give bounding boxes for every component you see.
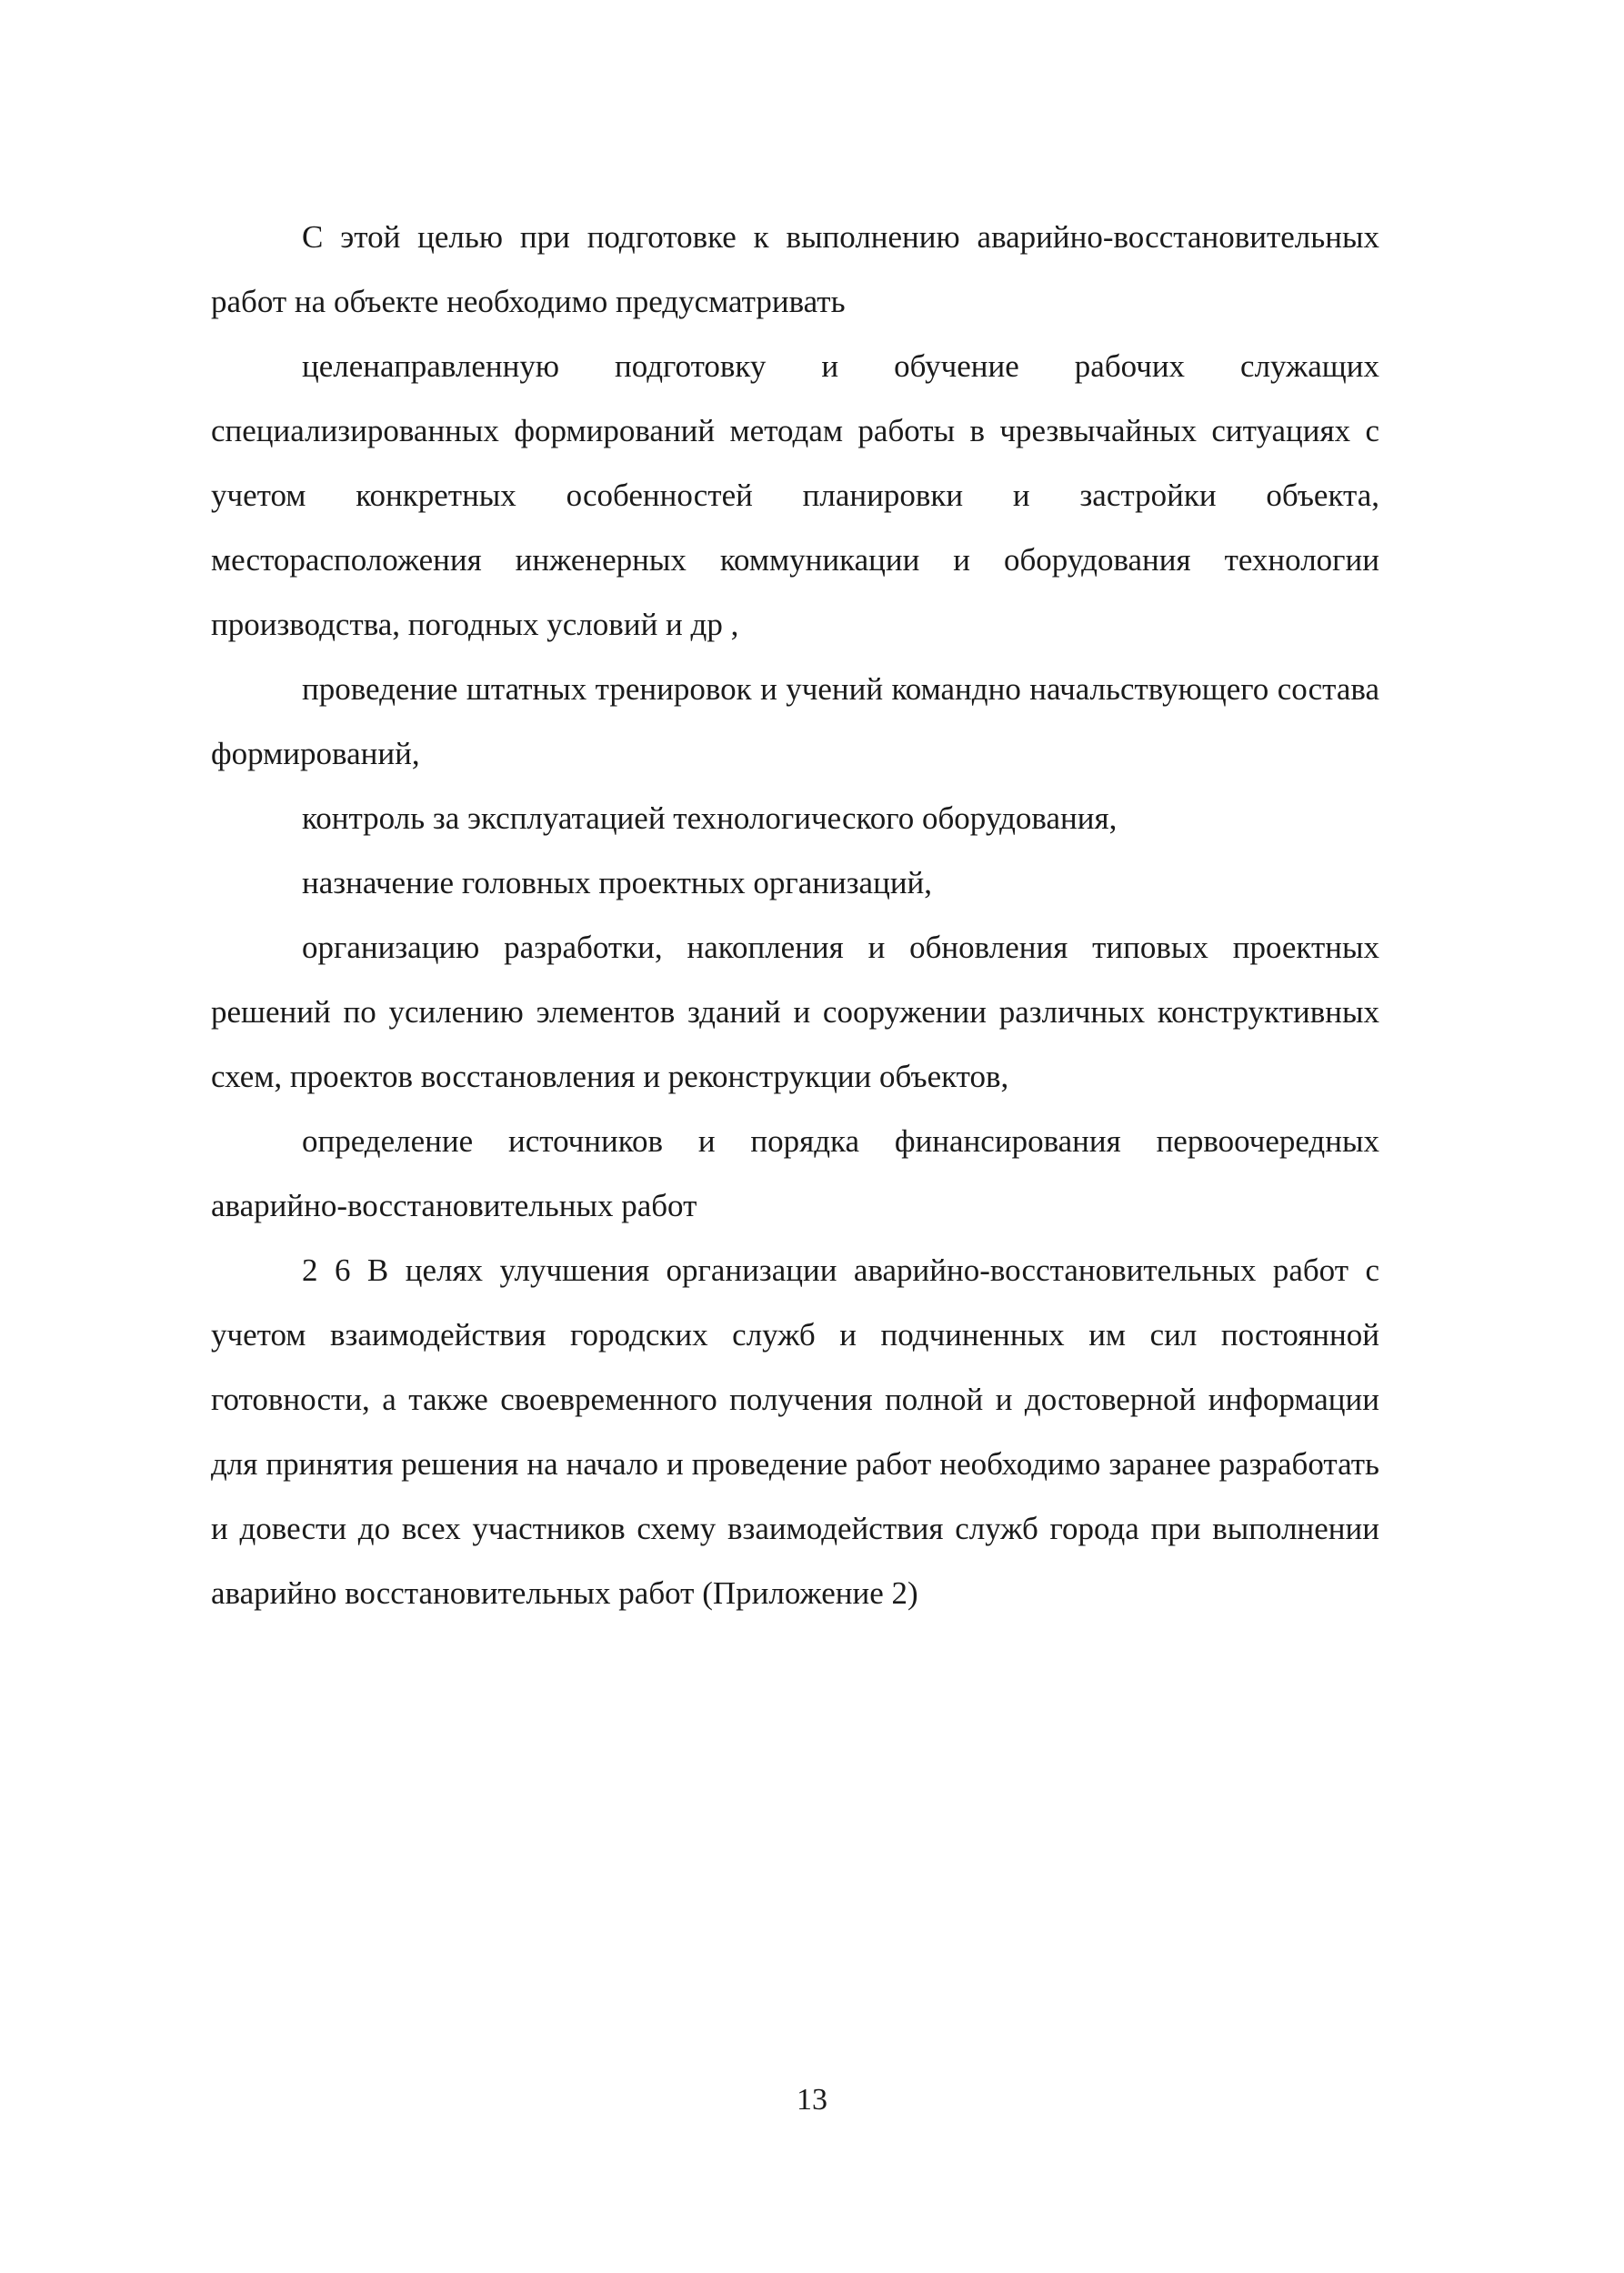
paragraph-design-organizations: назначение головных проектных организаций, <box>302 865 933 900</box>
paragraph-purpose: С этой целью при подготовке к выполнению аварийно-восстановительных работ на объекте необходимо предусматривать <box>211 219 1379 319</box>
document-body <box>211 205 1379 1625</box>
paragraph-equipment-control: контроль за эксплуатацией технологического оборудования, <box>302 800 1118 836</box>
paragraph-financing: определение источников и порядка финансирования первоочередных аварийно-восстановительных работ <box>211 1123 1379 1223</box>
paragraph-exercises: проведение штатных тренировок и учений командно начальствующего состава формирований, <box>211 671 1379 771</box>
page-number: 13 <box>797 2083 827 2117</box>
paragraph-training: целенаправленную подготовку и обучение рабочих служащих специализированных формирований методам работы в чрезвычайных ситуациях с учетом конкретных особенностей планировки и застройки объекта, месторасположения инженерных коммуникации и оборудования технологии производства, погодных условий и др , <box>211 348 1379 642</box>
paragraph-design-solutions: организацию разработки, накопления и обновления типовых проектных решений по усилению элементов зданий и сооружении различных конструктивных схем, проектов восстановления и реконструкции объектов, <box>211 930 1379 1094</box>
paragraph-section-2-6: 2 6 В целях улучшения организации аварийно-восстановительных работ с учетом взаимодействия городских служб и подчиненных им сил постоянной готовности, а также своевременного получения полной и достоверной информации для принятия решения на начало и проведение работ необходимо заранее разработать и довести до всех участников схему взаимодействия служб города при выполнении аварийно восстановительных работ (Приложение 2) <box>211 1252 1379 1611</box>
